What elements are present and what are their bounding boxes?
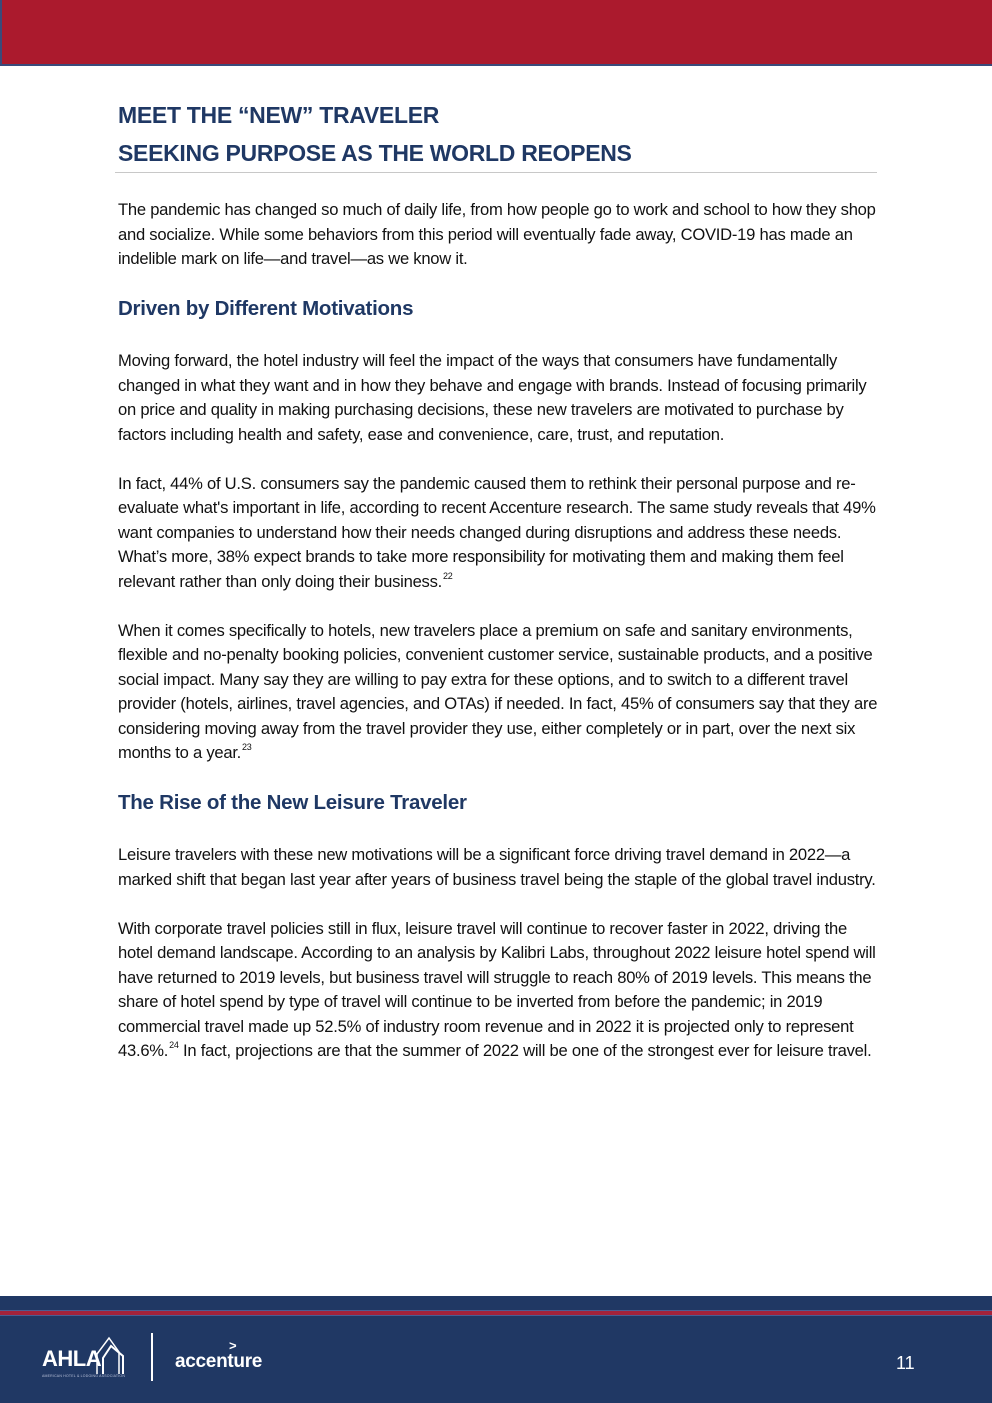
section-heading: The Rise of the New Leisure Traveler bbox=[118, 791, 467, 814]
paragraph bbox=[118, 472, 878, 595]
ahla-tagline: AMERICAN HOTEL & LODGING ASSOCIATION bbox=[42, 1374, 126, 1378]
paragraph: Moving forward, the hotel industry will feel the impact of the ways that consumers have fundamentally changed in what they want and in how they behave and engage with brands. Instead of focusing primarily on price and quality in making purchasing decisions, these new travelers are motivated to purchase by factors including health and safety, ease and convenience, care, trust, and reputation. bbox=[118, 351, 867, 444]
footer-stripe bbox=[0, 1310, 992, 1316]
paragraph-text: When it comes specifically to hotels, new travelers place a premium on safe and sanitary environments, flexible and no-penalty booking policies, convenient customer service, sustainable products, and a positive social impact. Many say they are willing to pay extra for these options, and to switch to a different travel provider (hotels, airlines, travel agencies, and OTAs) if needed. In fact, 45% of consumers say that they are considering moving away from the travel provider they use, either completely or in part, over the next six months to a year. bbox=[118, 620, 878, 762]
paragraph: Leisure travelers with these new motivations will be a significant force driving travel demand in 2022—a marked shift that began last year after years of business travel being the staple of the global travel industry. bbox=[118, 845, 876, 889]
ahla-logo: AHLA bbox=[42, 1346, 102, 1371]
ahla-building-icon bbox=[95, 1334, 127, 1378]
page-title bbox=[118, 96, 632, 172]
paragraph-text: In fact, 44% of U.S. consumers say the pandemic caused them to rethink their personal purpose and re-evaluate what's important in life, according to recent Accenture research. The same study reveals that 49% want companies to understand how their needs changed during disruptions and address these needs. What’s more, 38% expect brands to take more responsibility for motivating them and making them feel relevant rather than only doing their business. bbox=[118, 473, 876, 591]
paragraph bbox=[118, 917, 878, 1064]
logo-divider bbox=[151, 1333, 153, 1381]
paragraph-text: In fact, projections are that the summer of 2022 will be one of the strongest ever for leisure travel. bbox=[178, 1041, 872, 1060]
paragraph-text: With corporate travel policies still in flux, leisure travel will continue to recover faster in 2022, driving the hotel demand landscape. According to an analysis by Kalibri Labs, throughout 2022 leisure hotel spend will have returned to 2019 levels, but business travel will struggle to reach 80% of 2019 levels. This means the share of hotel spend by type of travel will continue to be inverted from before the pandemic; in 2019 commercial travel made up 52.5% of industry room revenue and in 2022 it is projected only to represent 43.6%. bbox=[118, 918, 876, 1060]
accenture-logo: accenture bbox=[175, 1351, 263, 1372]
article-body bbox=[118, 198, 878, 1088]
title-divider bbox=[115, 172, 877, 173]
title-line-1: MEET THE “NEW” TRAVELER bbox=[118, 102, 440, 128]
accenture-mark-icon: > bbox=[229, 1338, 237, 1353]
page-number: 11 bbox=[896, 1353, 915, 1373]
paragraph bbox=[118, 619, 878, 766]
header-banner bbox=[0, 0, 992, 66]
footer-band bbox=[0, 1296, 992, 1403]
title-line-2: SEEKING PURPOSE AS THE WORLD REOPENS bbox=[118, 140, 632, 166]
footnote-ref: 24 bbox=[169, 1040, 179, 1050]
footnote-ref: 22 bbox=[443, 570, 453, 581]
paragraph: The pandemic has changed so much of daily life, from how people go to work and school to how they shop and socialize. While some behaviors from this period will eventually fade away, COVID-19 has made an indelible mark on life—and travel—as we know it. bbox=[118, 200, 876, 268]
section-heading: Driven by Different Motivations bbox=[118, 297, 414, 320]
footnote-ref: 23 bbox=[242, 742, 252, 752]
